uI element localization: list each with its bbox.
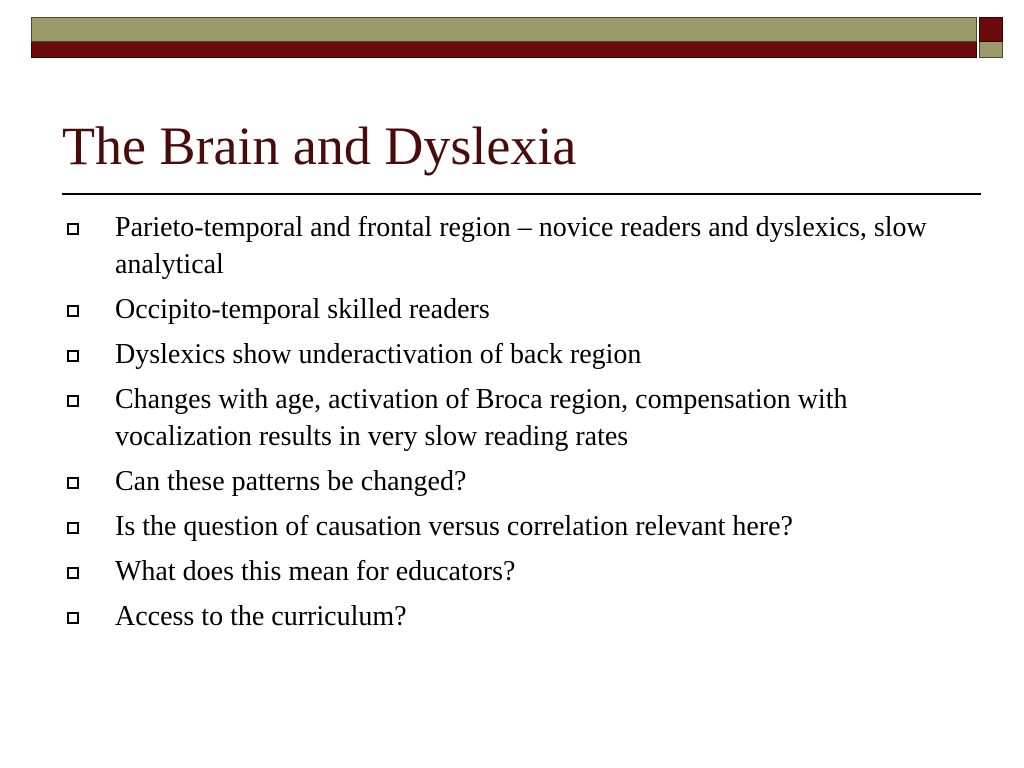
title-underline [62, 193, 981, 195]
hollow-square-bullet-icon [67, 223, 79, 235]
bullet-text: Access to the curriculum? [115, 601, 407, 632]
hollow-square-bullet-icon [67, 395, 79, 407]
bullet-item [62, 508, 962, 545]
hollow-square-bullet-icon [67, 522, 79, 534]
bullet-item [62, 209, 962, 283]
hollow-square-bullet-icon [67, 567, 79, 579]
bullet-text: Parieto-temporal and frontal region – novice readers and dyslexics, slow analytical [115, 212, 927, 280]
bullet-item [62, 336, 962, 373]
bullet-text: Can these patterns be changed? [115, 466, 467, 497]
slide-title: The Brain and Dyslexia [62, 116, 577, 176]
bullet-text: Changes with age, activation of Broca region, compensation with vocalization results in very slow reading rates [115, 384, 848, 452]
bullet-text: Occipito-temporal skilled readers [115, 294, 490, 325]
hollow-square-bullet-icon [67, 350, 79, 362]
header-band-maroon [31, 42, 977, 58]
hollow-square-bullet-icon [67, 477, 79, 489]
bullet-item [62, 553, 962, 590]
bullet-list [62, 209, 962, 643]
bullet-item [62, 463, 962, 500]
bullet-text: Dyslexics show underactivation of back region [115, 339, 642, 370]
hollow-square-bullet-icon [67, 305, 79, 317]
corner-block-olive [979, 42, 1003, 58]
bullet-item [62, 381, 962, 455]
bullet-text: Is the question of causation versus correlation relevant here? [115, 511, 793, 542]
corner-block-maroon [979, 17, 1003, 42]
bullet-item [62, 598, 962, 635]
hollow-square-bullet-icon [67, 612, 79, 624]
header-band-olive [31, 17, 977, 42]
bullet-item [62, 291, 962, 328]
bullet-text: What does this mean for educators? [115, 556, 516, 587]
